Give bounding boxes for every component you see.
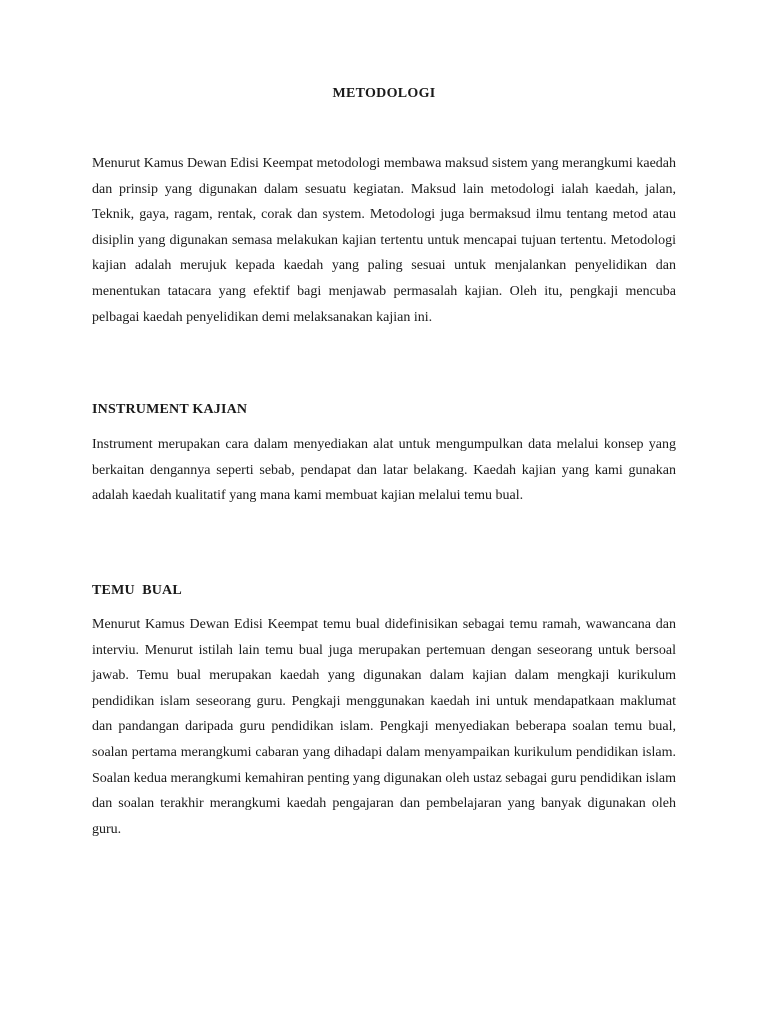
intro-paragraph: Menurut Kamus Dewan Edisi Keempat metodologi membawa maksud sistem yang merangkumi kaedah dan prinsip yang digunakan dalam sesuatu kegiatan. Maksud lain metodologi ialah kaedah, jalan, Teknik, gaya, ragam, rentak, corak dan system. Metodologi juga bermaksud ilmu tentang metod atau disiplin yang digunakan semasa melakukan kajian tertentu untuk mencapai tujuan tertentu. Metodologi kajian adalah merujuk kepada kaedah yang paling sesuai untuk menjalankan penyelidikan dan menentukan tatacara yang efektif bagi menjawab permasalah kajian. Oleh itu, pengkaji mencuba pelbagai kaedah penyelidikan demi melaksanakan kajian ini. bbox=[92, 156, 676, 325]
document-title: METODOLOGI bbox=[332, 86, 436, 101]
section-paragraph-temu-bual: Menurut Kamus Dewan Edisi Keempat temu bual didefinisikan sebagai temu ramah, wawancana dan interviu. Menurut istilah lain temu bual juga merupakan pertemuan dengan seseorang untuk bersoal jawab. Temu bual merupakan kaedah yang digunakan dalam kajian dalam mengkaji kurikulum pendidikan islam seseorang guru. Pengkaji menggunakan kaedah ini untuk mendapatkaan maklumat dan pandangan daripada guru pendidikan islam. Pengkaji menyediakan beberapa soalan temu bual, soalan pertama merangkumi cabaran yang dihadapi dalam menyampaikan kurikulum pendidikan islam. Soalan kedua merangkumi kemahiran penting yang digunakan oleh ustaz sebagai guru pendidikan islam dan soalan terakhir merangkumi kaedah pengajaran dan pembelajaran yang banyak digunakan oleh guru. bbox=[92, 617, 676, 837]
section-paragraph-instrument-kajian: Instrument merupakan cara dalam menyediakan alat untuk mengumpulkan data melalui konsep yang berkaitan dengannya seperti sebab, pendapat dan latar belakang. Kaedah kajian yang kami gunakan adalah kaedah kualitatif yang mana kami membuat kajian melalui temu bual. bbox=[92, 437, 676, 504]
section-heading-instrument-kajian: INSTRUMENT KAJIAN bbox=[92, 402, 248, 417]
section-heading-temu-bual: TEMU BUAL bbox=[92, 583, 182, 598]
